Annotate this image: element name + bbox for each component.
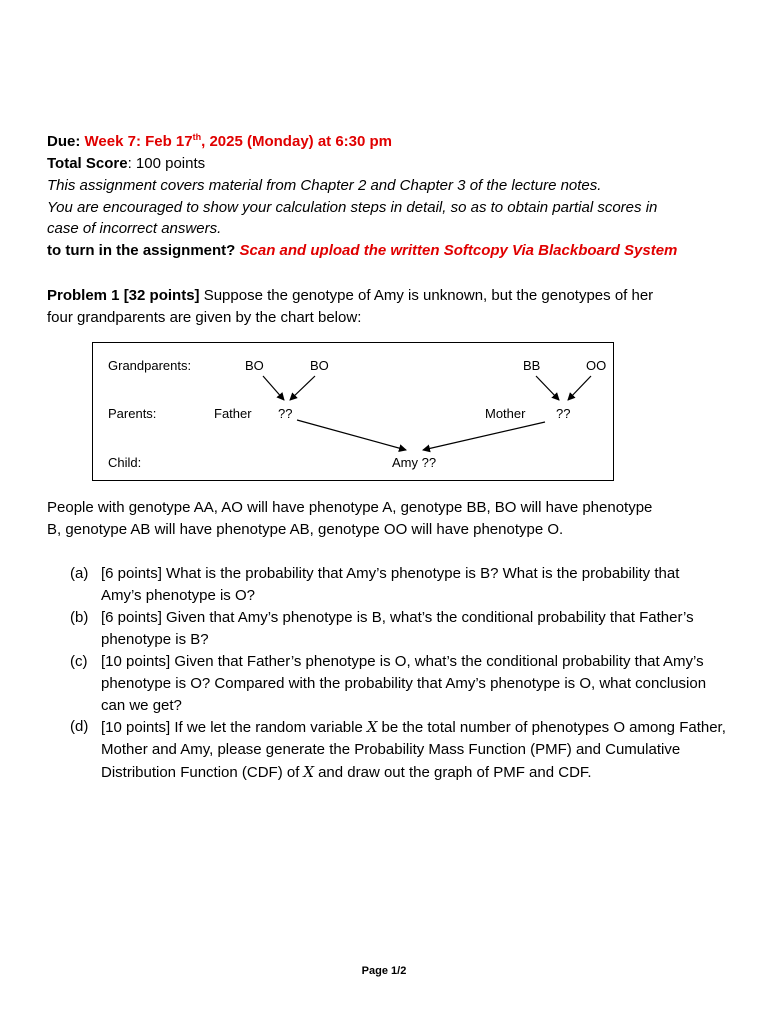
question-text: [10 points] If we let the random variable X be the total number of phenotypes O among Father, Mother and Amy, please generate the Probability Mass Function (PMF) and Cumulative Distribution Function (CDF) of X and draw out the graph of PMF and CDF.: [101, 718, 726, 781]
father-label: Father: [214, 406, 252, 421]
encourage-text-2: case of incorrect answers.: [47, 220, 222, 237]
question-text: [6 points] Given that Amy’s phenotype is B, what’s the conditional probability that Father’s phenotype is B?: [101, 609, 694, 648]
arrow-father-child: [297, 420, 406, 450]
due-line: [47, 131, 392, 153]
due-date: Week 7: Feb 17th, 2025 (Monday) at 6:30 pm: [84, 132, 393, 150]
arrow-gp4-mother: [568, 376, 591, 400]
grandparent-4: OO: [586, 358, 607, 373]
grandparent-2: BO: [310, 358, 329, 373]
question-label: (b): [70, 609, 89, 626]
grandparent-3: BB: [523, 358, 541, 373]
arrow-gp1-father: [263, 376, 284, 400]
arrow-gp2-father: [290, 376, 315, 400]
encourage-text-1: You are encouraged to show your calculation steps in detail, so as to obtain partial scores in: [47, 199, 658, 216]
problem1-intro-text: Suppose the genotype of Amy is unknown, but the genotypes of her: [199, 287, 654, 304]
variable-x: X: [366, 718, 378, 736]
mother-genotype: ??: [556, 406, 571, 421]
due-label: Due:: [47, 133, 81, 150]
arrow-gp3-mother: [536, 376, 559, 400]
page-number: Page 1/2: [361, 965, 407, 977]
turn-in-label: to turn in the assignment?: [47, 242, 236, 259]
problem1-intro-1: [47, 285, 653, 307]
phenotype-rule-2: B, genotype AB will have phenotype AB, genotype OO will have phenotype O.: [47, 521, 564, 538]
grandparent-1: BO: [245, 358, 264, 373]
problem1-title: Problem 1 [32 points]: [47, 287, 200, 304]
phenotype-rule-1: People with genotype AA, AO will have phenotype A, genotype BB, BO will have phenotype: [47, 499, 653, 516]
coverage-text: This assignment covers material from Chapter 2 and Chapter 3 of the lecture notes.: [47, 177, 602, 194]
question-label: (d): [70, 718, 89, 735]
total-score-line: [47, 153, 205, 175]
variable-x: X: [303, 763, 315, 781]
total-score-value: : 100 points: [127, 155, 206, 172]
turn-in-instructions: Scan and upload the written Softcopy Via Blackboard System: [239, 242, 678, 259]
row-label-child: Child:: [108, 455, 142, 470]
question-label: (c): [70, 653, 88, 670]
genotype-chart: [92, 342, 614, 481]
row-label-grandparents: Grandparents:: [108, 358, 192, 373]
question-text: [10 points] Given that Father’s phenotype is O, what’s the conditional probability that Amy’s phenotype is O? Compared with the probability that Amy’s phenotype is O, what conclusion can we get?: [101, 653, 707, 714]
question-text: [6 points] What is the probability that Amy’s phenotype is B? What is the probability that Amy’s phenotype is O?: [101, 565, 680, 604]
problem1-intro-2: four grandparents are given by the chart below:: [47, 309, 362, 326]
row-label-parents: Parents:: [108, 406, 157, 421]
father-genotype: ??: [278, 406, 293, 421]
total-score-label: Total Score: [47, 155, 128, 172]
turn-in-line: [47, 240, 677, 262]
question-label: (a): [70, 565, 89, 582]
mother-label: Mother: [485, 406, 526, 421]
arrow-mother-child: [423, 422, 545, 450]
child-amy: Amy ??: [392, 455, 437, 470]
